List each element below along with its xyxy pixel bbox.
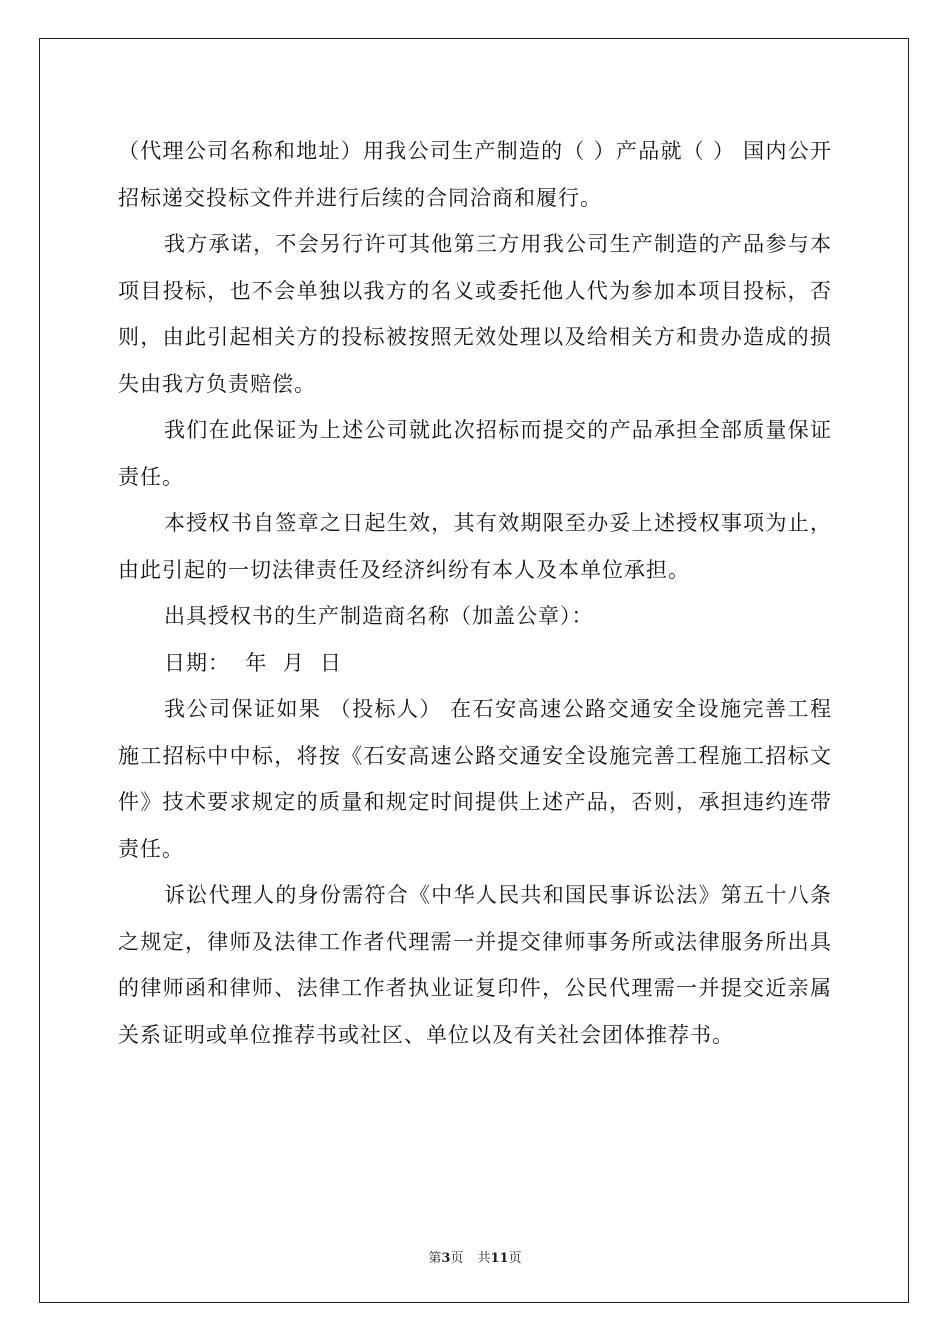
- paragraph-date: 日期： 年 月 日: [164, 650, 343, 675]
- paragraph-manufacturer-name: 出具授权书的生产制造商名称（加盖公章）：: [164, 604, 594, 628]
- page-number: 3: [441, 1251, 451, 1266]
- paragraph-validity: 本授权书自签章之日起生效，其有效期限至办妥上述授权事项为止，由此引起的一切法律责任及经济纠纷有本人及本单位承担。: [118, 511, 832, 582]
- page-footer: [0, 1247, 950, 1266]
- paragraph-litigation-agent: 诉讼代理人的身份需符合《中华人民共和国民事诉讼法》第五十八条之规定，律师及法律工作者代理需一并提交律师事务所或法律服务所出具的律师函和律师、法律工作者执业证复印件，公民代理需一并提交近亲属关系证明或单位推荐书或社区、单位以及有关社会团体推荐书。: [118, 883, 832, 1047]
- total-prefix: 共: [477, 1251, 491, 1266]
- document-body: [118, 128, 832, 1058]
- total-pages: 11: [490, 1251, 509, 1266]
- paragraph-commitment: 我方承诺，不会另行许可其他第三方用我公司生产制造的产品参与本项目投标，也不会单独以我方的名义或委托他人代为参加本项目投标，否则，由此引起相关方的投标被按照无效处理以及给相关方和贵办造成的损失由我方负责赔偿。: [118, 232, 832, 396]
- total-suffix: 页: [508, 1251, 522, 1266]
- page-prefix: 第: [428, 1251, 442, 1266]
- page-suffix: 页: [450, 1251, 464, 1266]
- paragraph-bid-guarantee: 我公司保证如果 （投标人） 在石安高速公路交通安全设施完善工程施工招标中中标，将按《石安高速公路交通安全设施完善工程施工招标文件》技术要求规定的质量和规定时间提供上述产品，否则，承担违约连带责任。: [118, 697, 832, 861]
- paragraph-quality-guarantee: 我们在此保证为上述公司就此次招标而提交的产品承担全部质量保证责任。: [118, 418, 832, 489]
- paragraph-agent-intro: （代理公司名称和地址）用我公司生产制造的（ ）产品就（ ） 国内公开招标递交投标文件并进行后续的合同洽商和履行。: [118, 139, 832, 210]
